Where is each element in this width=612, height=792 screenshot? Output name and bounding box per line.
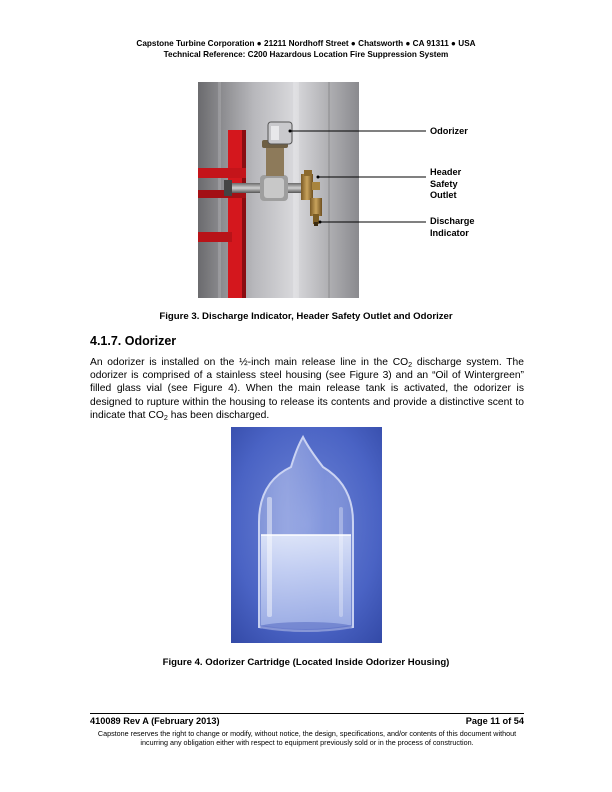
callout-header-safety-outlet-line2: Safety	[430, 178, 458, 189]
callout-odorizer: Odorizer	[430, 126, 468, 136]
callout-header-safety-outlet-line3: Outlet	[430, 190, 457, 200]
paragraph-text-part-1: An odorizer is installed on the ½-inch main release line in the CO	[90, 357, 409, 368]
figure-4-caption: Figure 4. Odorizer Cartridge (Located Inside Odorizer Housing)	[162, 657, 450, 668]
callout-discharge-indicator-line1: Discharge	[430, 216, 475, 226]
callout-discharge-indicator-line2: Indicator	[430, 227, 469, 238]
footer-divider	[90, 713, 524, 714]
co2-subscript-1: 2	[408, 360, 413, 369]
paragraph-text-part-2: discharge system. The odorizer is comprised of a stainless steel housing (see Figure 3) and an “Oil of Wintergreen” filled glass vial (see Figure 4). When the main release tank is activated, the odorizer is designed to rupture within the housing to release its contents and provide a distinctive scent to indicate that CO	[90, 357, 524, 421]
page-header-reference: Technical Reference: C200 Hazardous Location Fire Suppression System	[163, 50, 449, 59]
document-revision: 410089 Rev A (February 2013)	[90, 716, 220, 726]
figure-3-caption: Figure 3. Discharge Indicator, Header Safety Outlet and Odorizer	[159, 311, 453, 322]
page-number: Page 11 of 54	[465, 716, 524, 726]
section-body-paragraph	[90, 356, 524, 422]
figure-4-photo	[231, 427, 382, 643]
co2-subscript-2: 2	[163, 412, 168, 422]
paragraph-text-part-3: has been discharged.	[167, 409, 270, 421]
section-title: 4.1.7. Odorizer	[90, 334, 177, 348]
footer-disclaimer: Capstone reserves the right to change or modify, without notice, the design, specifications, and/or contents of this document without incurring any obligation either with respect to equipment previously sold or in the process of construction.	[97, 729, 517, 748]
figure-3-callout-lines	[280, 125, 430, 230]
page-header-address: Capstone Turbine Corporation ● 21211 Nordhoff Street ● Chatsworth ● CA 91311 ● USA	[136, 39, 476, 48]
callout-header-safety-outlet-line1: Header	[430, 167, 462, 177]
